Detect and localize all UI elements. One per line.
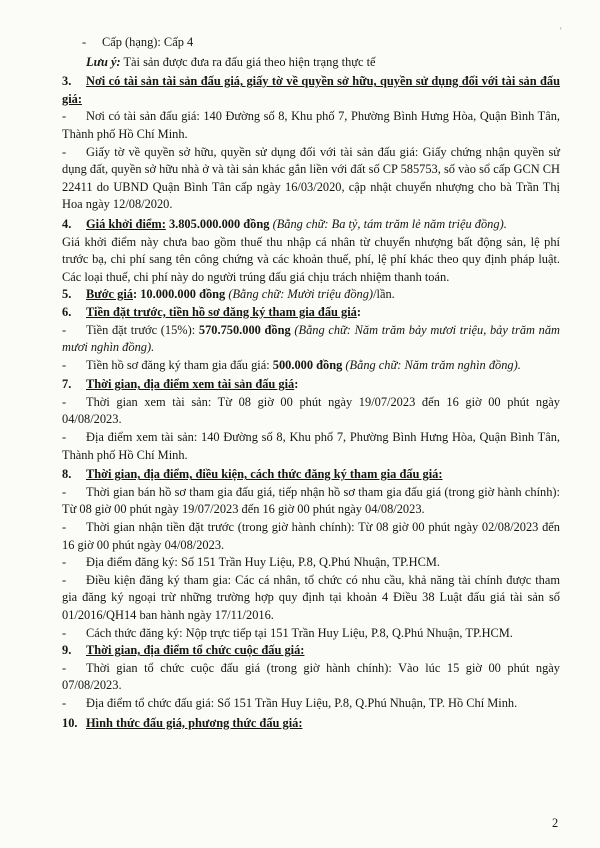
registration-location: - Địa điểm đăng ký: Số 151 Trần Huy Liệu, P.8, Q.Phú Nhuận, TP.HCM. — [62, 555, 440, 570]
ownership-papers: - Giấy tờ về quyền sở hữu, quyền sử dụng đối với tài sản đấu giá: Giấy chứng nhận quyền sử dụng đất, quyền sở hữu nhà ở và tài sản khác gắn liền với đất số CP 585753, số vào sổ cấp GCN CH 22411 do UBND Quận Bình Tân cấp ngày 16/03/2020, cập nhật chuyển nhượng cho bà Trần Thị Hoa ngày 12/08/2020. — [62, 144, 560, 212]
page-number: 2 — [552, 816, 559, 830]
asset-location: - Nơi có tài sản đấu giá: 140 Đường số 8, Khu phố 7, Phường Bình Hưng Hòa, Quận Bình Tân, Thành phố Hồ Chí Minh. — [62, 109, 560, 141]
section-3-heading: 3. Nơi có tài sản tài sản đấu giá, giấy tờ về quyền sở hữu, quyền sử dụng đối với tài sản đấu giá: — [62, 74, 560, 106]
section-10-heading: 10. Hình thức đấu giá, phương thức đấu giá: — [62, 715, 303, 730]
section-9-heading: 9. Thời gian, địa điểm tổ chức cuộc đấu giá: — [62, 643, 305, 658]
viewing-location: - Địa điểm xem tài sản: 140 Đường số 8, Khu phố 7, Phường Bình Hưng Hòa, Quận Bình Tân, Thành phố Hồ Chí Minh. — [62, 430, 560, 462]
auction-time: - Thời gian tổ chức cuộc đấu giá (trong giờ hành chính): Vào lúc 15 giờ 00 phút ngày 07/08/2023. — [62, 660, 560, 693]
registration-fee-line: - Tiền hồ sơ đăng ký tham gia đấu giá: 500.000 đồng (Bằng chữ: Năm trăm nghìn đồng). — [62, 357, 521, 372]
auction-location: - Địa điểm tổ chức đấu giá: Số 151 Trần Huy Liệu, P.8, Q.Phú Nhuận, TP. Hồ Chí Minh. — [62, 695, 518, 710]
corner-mark: ' — [560, 26, 562, 36]
section-4-heading: 4. Giá khởi điểm: 3.805.000.000 đồng (Bằng chữ: Ba tỷ, tám trăm lẻ năm triệu đồng). — [62, 216, 507, 231]
registration-method: - Cách thức đăng ký: Nộp trực tiếp tại 151 Trần Huy Liệu, P.8, Q.Phú Nhuận, TP.HCM. — [62, 625, 513, 640]
dossier-time: - Thời gian bán hồ sơ tham gia đấu giá, tiếp nhận hồ sơ tham gia đấu giá (trong giờ hành chính): Từ 08 giờ 00 phút ngày 19/07/2023 đến 16 giờ 00 phút ngày 04/08/2023. — [62, 484, 560, 517]
section-7-heading: 7. Thời gian, địa điểm xem tài sản đấu giá: — [62, 377, 299, 392]
registration-conditions: - Điều kiện đăng ký tham gia: Các cá nhân, tổ chức có nhu cầu, khả năng tài chính được tham gia đăng ký ngoại trừ những trường hợp quy định tại khoản 4 Điều 38 Luật đấu giá tài sản số 01/2016/QH14 ban hành ngày 17/11/2016. — [62, 572, 560, 622]
bullet-dash: - — [82, 35, 87, 49]
viewing-time: - Thời gian xem tài sản: Từ 08 giờ 00 phút ngày 19/07/2023 đến 16 giờ 00 phút ngày 04/08/2023. — [62, 394, 560, 427]
section-5-heading: 5. Bước giá: 10.000.000 đồng (Bằng chữ: Mười triệu đồng)/lần. — [62, 287, 395, 302]
deposit-receipt-time: - Thời gian nhận tiền đặt trước (trong giờ hành chính): Từ 08 giờ 00 phút ngày 02/08/2023 đến 16 giờ 00 phút ngày 04/08/2023. — [62, 520, 560, 552]
note-line: Lưu ý: Tài sản được đưa ra đấu giá theo hiện trạng thực tế — [86, 54, 376, 69]
deposit-line: - Tiền đặt trước (15%): 570.750.000 đồng (Bằng chữ: Năm trăm bảy mươi triệu, bảy trăm năm mươi nghìn đồng). — [62, 322, 560, 355]
section-8-heading: 8. Thời gian, địa điểm, điều kiện, cách thức đăng ký tham gia đấu giá: — [62, 467, 443, 482]
starting-price-note: Giá khởi điểm này chưa bao gồm thuế thu nhập cá nhân từ chuyển nhượng bất động sản, lệ phí trước bạ, chi phí sang tên công chứng và các khoản thuế, phí, lệ phí khác theo quy định pháp luật. Các loại thuế, chi phí này do người trúng đấu giá chịu trách nhiệm thanh toán. — [62, 234, 560, 284]
grade-line: - Cấp (hạng): Cấp 4 — [62, 34, 560, 52]
section-6-heading: 6. Tiền đặt trước, tiền hồ sơ đăng ký tham gia đấu giá: — [62, 304, 361, 319]
